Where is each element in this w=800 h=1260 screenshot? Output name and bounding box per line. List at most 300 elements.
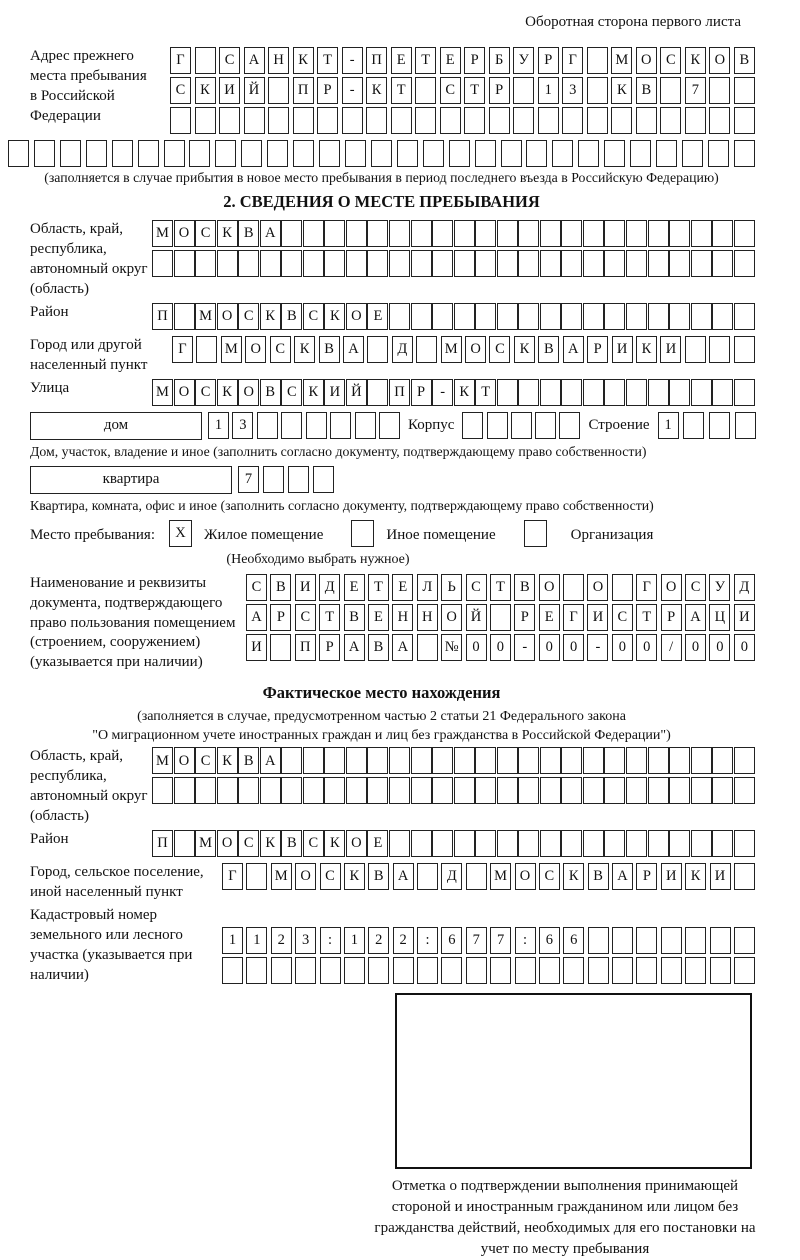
form-cell[interactable]	[648, 303, 669, 330]
form-cell[interactable]	[513, 77, 534, 104]
form-cell[interactable]: Т	[636, 604, 657, 631]
form-cell[interactable]: К	[294, 336, 315, 363]
form-cell[interactable]: -	[432, 379, 453, 406]
form-cell[interactable]	[583, 303, 604, 330]
form-cell[interactable]: А	[343, 336, 364, 363]
form-cell[interactable]	[464, 107, 485, 134]
form-cell[interactable]	[712, 303, 733, 330]
form-cell[interactable]	[367, 379, 388, 406]
form-cell[interactable]: С	[195, 747, 216, 774]
form-cell[interactable]	[513, 107, 534, 134]
house-field-label-box[interactable]: дом	[30, 412, 202, 440]
form-cell[interactable]: С	[320, 863, 341, 890]
form-cell[interactable]	[583, 830, 604, 857]
form-cell[interactable]	[268, 107, 289, 134]
form-cell[interactable]	[260, 250, 281, 277]
form-cell[interactable]	[685, 107, 706, 134]
form-cell[interactable]	[215, 140, 236, 167]
form-cell[interactable]: С	[195, 379, 216, 406]
form-cell[interactable]	[391, 107, 412, 134]
form-cell[interactable]: О	[245, 336, 266, 363]
form-cell[interactable]	[345, 140, 366, 167]
form-cell[interactable]: 2	[368, 927, 389, 954]
form-cell[interactable]	[411, 220, 432, 247]
form-cell[interactable]	[648, 220, 669, 247]
form-cell[interactable]: 0	[734, 634, 755, 661]
form-cell[interactable]	[303, 777, 324, 804]
form-cell[interactable]	[324, 220, 345, 247]
form-cell[interactable]	[563, 957, 584, 984]
form-cell[interactable]	[636, 927, 657, 954]
form-cell[interactable]	[295, 957, 316, 984]
form-cell[interactable]: Р	[514, 604, 535, 631]
form-cell[interactable]: К	[454, 379, 475, 406]
form-cell[interactable]: В	[281, 830, 302, 857]
form-cell[interactable]: Р	[587, 336, 608, 363]
form-cell[interactable]	[626, 220, 647, 247]
form-cell[interactable]	[561, 830, 582, 857]
form-cell[interactable]: К	[685, 863, 706, 890]
form-cell[interactable]: К	[303, 379, 324, 406]
form-cell[interactable]: И	[661, 863, 682, 890]
form-cell[interactable]	[342, 107, 363, 134]
form-cell[interactable]	[319, 140, 340, 167]
form-cell[interactable]: Г	[222, 863, 243, 890]
form-cell[interactable]: К	[324, 830, 345, 857]
form-cell[interactable]: Д	[392, 336, 413, 363]
form-cell[interactable]	[604, 220, 625, 247]
organization-checkbox[interactable]	[524, 520, 547, 547]
form-cell[interactable]	[432, 303, 453, 330]
form-cell[interactable]: О	[661, 574, 682, 601]
form-cell[interactable]	[487, 412, 508, 439]
form-cell[interactable]: И	[612, 336, 633, 363]
form-cell[interactable]	[734, 927, 755, 954]
form-cell[interactable]	[189, 140, 210, 167]
form-cell[interactable]: О	[174, 220, 195, 247]
form-cell[interactable]: Р	[317, 77, 338, 104]
form-cell[interactable]: 2	[393, 927, 414, 954]
form-cell[interactable]: М	[195, 303, 216, 330]
form-cell[interactable]	[174, 303, 195, 330]
form-cell[interactable]: Т	[317, 47, 338, 74]
form-cell[interactable]: №	[441, 634, 462, 661]
form-cell[interactable]	[518, 747, 539, 774]
form-cell[interactable]	[379, 412, 400, 439]
form-cell[interactable]	[734, 863, 755, 890]
form-cell[interactable]: В	[344, 604, 365, 631]
form-cell[interactable]: Е	[391, 47, 412, 74]
form-cell[interactable]	[511, 412, 532, 439]
form-cell[interactable]	[432, 220, 453, 247]
form-cell[interactable]: Г	[170, 47, 191, 74]
form-cell[interactable]	[691, 379, 712, 406]
form-cell[interactable]	[270, 634, 291, 661]
form-cell[interactable]: :	[515, 927, 536, 954]
form-cell[interactable]: В	[734, 47, 755, 74]
form-cell[interactable]	[466, 863, 487, 890]
form-cell[interactable]	[660, 107, 681, 134]
form-cell[interactable]	[734, 303, 755, 330]
form-cell[interactable]: 6	[441, 927, 462, 954]
form-cell[interactable]: Р	[270, 604, 291, 631]
form-cell[interactable]	[174, 777, 195, 804]
form-cell[interactable]	[281, 250, 302, 277]
form-cell[interactable]	[196, 336, 217, 363]
form-cell[interactable]: 1	[246, 927, 267, 954]
form-cell[interactable]	[669, 220, 690, 247]
form-cell[interactable]	[344, 957, 365, 984]
form-cell[interactable]	[389, 303, 410, 330]
form-cell[interactable]	[417, 863, 438, 890]
form-cell[interactable]: -	[342, 47, 363, 74]
form-cell[interactable]	[561, 220, 582, 247]
form-cell[interactable]	[217, 777, 238, 804]
form-cell[interactable]: Р	[489, 77, 510, 104]
form-cell[interactable]	[263, 466, 284, 493]
form-cell[interactable]	[661, 957, 682, 984]
form-cell[interactable]: 1	[538, 77, 559, 104]
form-cell[interactable]: К	[195, 77, 216, 104]
form-cell[interactable]	[174, 250, 195, 277]
form-cell[interactable]	[691, 303, 712, 330]
form-cell[interactable]: М	[152, 747, 173, 774]
form-cell[interactable]: К	[324, 303, 345, 330]
form-cell[interactable]: И	[710, 863, 731, 890]
form-cell[interactable]	[587, 77, 608, 104]
form-cell[interactable]	[540, 777, 561, 804]
form-cell[interactable]	[393, 957, 414, 984]
form-cell[interactable]	[604, 379, 625, 406]
form-cell[interactable]	[411, 747, 432, 774]
form-cell[interactable]: О	[295, 863, 316, 890]
form-cell[interactable]	[267, 140, 288, 167]
form-cell[interactable]: В	[636, 77, 657, 104]
form-cell[interactable]: П	[389, 379, 410, 406]
form-cell[interactable]: 1	[222, 927, 243, 954]
form-cell[interactable]	[441, 957, 462, 984]
form-cell[interactable]	[648, 830, 669, 857]
form-cell[interactable]	[475, 250, 496, 277]
form-cell[interactable]	[346, 220, 367, 247]
form-cell[interactable]: :	[417, 927, 438, 954]
form-cell[interactable]: А	[393, 863, 414, 890]
form-cell[interactable]	[583, 220, 604, 247]
form-cell[interactable]	[524, 520, 547, 547]
form-cell[interactable]: В	[368, 863, 389, 890]
form-cell[interactable]	[518, 777, 539, 804]
form-cell[interactable]: А	[246, 604, 267, 631]
form-cell[interactable]	[710, 957, 731, 984]
form-cell[interactable]: У	[709, 574, 730, 601]
form-cell[interactable]: Р	[538, 47, 559, 74]
form-cell[interactable]	[540, 747, 561, 774]
form-cell[interactable]	[604, 747, 625, 774]
form-cell[interactable]: 1	[658, 412, 679, 439]
form-cell[interactable]	[475, 830, 496, 857]
form-cell[interactable]: С	[303, 303, 324, 330]
form-cell[interactable]	[489, 107, 510, 134]
form-cell[interactable]	[626, 830, 647, 857]
form-cell[interactable]	[138, 140, 159, 167]
form-cell[interactable]: 6	[563, 927, 584, 954]
form-cell[interactable]	[219, 107, 240, 134]
form-cell[interactable]	[682, 140, 703, 167]
form-cell[interactable]	[244, 107, 265, 134]
form-cell[interactable]: С	[238, 303, 259, 330]
form-cell[interactable]	[411, 830, 432, 857]
form-cell[interactable]	[417, 634, 438, 661]
form-cell[interactable]: В	[260, 379, 281, 406]
form-cell[interactable]	[268, 77, 289, 104]
form-cell[interactable]: М	[441, 336, 462, 363]
form-cell[interactable]	[317, 107, 338, 134]
form-cell[interactable]: Р	[661, 604, 682, 631]
form-cell[interactable]	[411, 303, 432, 330]
form-cell[interactable]: А	[244, 47, 265, 74]
form-cell[interactable]: П	[295, 634, 316, 661]
form-cell[interactable]: 0	[709, 634, 730, 661]
form-cell[interactable]: И	[295, 574, 316, 601]
form-cell[interactable]	[612, 574, 633, 601]
form-cell[interactable]: А	[260, 220, 281, 247]
form-cell[interactable]	[475, 777, 496, 804]
form-cell[interactable]	[389, 250, 410, 277]
form-cell[interactable]	[561, 747, 582, 774]
form-cell[interactable]	[515, 957, 536, 984]
form-cell[interactable]	[669, 250, 690, 277]
form-cell[interactable]: :	[320, 927, 341, 954]
form-cell[interactable]	[734, 250, 755, 277]
form-cell[interactable]: К	[260, 830, 281, 857]
form-cell[interactable]	[367, 747, 388, 774]
form-cell[interactable]: О	[465, 336, 486, 363]
form-cell[interactable]	[432, 747, 453, 774]
form-cell[interactable]: Т	[415, 47, 436, 74]
form-cell[interactable]: Г	[636, 574, 657, 601]
form-cell[interactable]	[691, 250, 712, 277]
form-cell[interactable]: О	[217, 303, 238, 330]
form-cell[interactable]: К	[217, 379, 238, 406]
form-cell[interactable]: М	[271, 863, 292, 890]
form-cell[interactable]	[604, 250, 625, 277]
form-cell[interactable]	[346, 777, 367, 804]
form-cell[interactable]	[540, 220, 561, 247]
form-cell[interactable]: М	[152, 379, 173, 406]
form-cell[interactable]	[411, 250, 432, 277]
form-cell[interactable]	[734, 336, 755, 363]
form-cell[interactable]	[562, 107, 583, 134]
form-cell[interactable]: С	[246, 574, 267, 601]
form-cell[interactable]	[195, 47, 216, 74]
form-cell[interactable]: Е	[392, 574, 413, 601]
form-cell[interactable]: С	[238, 830, 259, 857]
form-cell[interactable]: М	[152, 220, 173, 247]
form-cell[interactable]	[669, 777, 690, 804]
form-cell[interactable]	[367, 777, 388, 804]
form-cell[interactable]	[604, 303, 625, 330]
form-cell[interactable]: Д	[441, 863, 462, 890]
form-cell[interactable]	[475, 220, 496, 247]
form-cell[interactable]	[367, 220, 388, 247]
form-cell[interactable]	[432, 250, 453, 277]
form-cell[interactable]	[432, 777, 453, 804]
form-cell[interactable]	[734, 777, 755, 804]
form-cell[interactable]	[709, 412, 730, 439]
form-cell[interactable]	[604, 777, 625, 804]
form-cell[interactable]	[630, 140, 651, 167]
form-cell[interactable]: К	[260, 303, 281, 330]
form-cell[interactable]	[86, 140, 107, 167]
form-cell[interactable]: Н	[268, 47, 289, 74]
form-cell[interactable]: К	[217, 220, 238, 247]
form-cell[interactable]	[330, 412, 351, 439]
form-cell[interactable]: /	[661, 634, 682, 661]
form-cell[interactable]: 7	[238, 466, 259, 493]
form-cell[interactable]	[669, 303, 690, 330]
form-cell[interactable]	[475, 747, 496, 774]
form-cell[interactable]	[712, 747, 733, 774]
form-cell[interactable]	[8, 140, 29, 167]
form-cell[interactable]	[661, 927, 682, 954]
form-cell[interactable]	[415, 77, 436, 104]
form-cell[interactable]	[685, 957, 706, 984]
form-cell[interactable]	[454, 777, 475, 804]
form-cell[interactable]	[669, 747, 690, 774]
form-cell[interactable]	[734, 379, 755, 406]
form-cell[interactable]	[389, 747, 410, 774]
form-cell[interactable]: -	[587, 634, 608, 661]
form-cell[interactable]	[371, 140, 392, 167]
form-cell[interactable]	[217, 250, 238, 277]
form-cell[interactable]	[351, 520, 374, 547]
form-cell[interactable]	[281, 220, 302, 247]
form-cell[interactable]: 0	[466, 634, 487, 661]
form-cell[interactable]: И	[246, 634, 267, 661]
form-cell[interactable]: В	[238, 220, 259, 247]
form-cell[interactable]	[293, 107, 314, 134]
form-cell[interactable]	[411, 777, 432, 804]
form-cell[interactable]: Б	[489, 47, 510, 74]
form-cell[interactable]	[669, 830, 690, 857]
form-cell[interactable]	[734, 830, 755, 857]
form-cell[interactable]	[152, 777, 173, 804]
form-cell[interactable]	[612, 957, 633, 984]
form-cell[interactable]	[612, 927, 633, 954]
form-cell[interactable]: Й	[346, 379, 367, 406]
form-cell[interactable]: Р	[319, 634, 340, 661]
form-cell[interactable]: Р	[411, 379, 432, 406]
form-cell[interactable]	[454, 220, 475, 247]
form-cell[interactable]	[246, 957, 267, 984]
form-cell[interactable]: С	[270, 336, 291, 363]
form-cell[interactable]	[281, 747, 302, 774]
form-cell[interactable]: Н	[417, 604, 438, 631]
form-cell[interactable]: К	[636, 336, 657, 363]
form-cell[interactable]: И	[660, 336, 681, 363]
form-cell[interactable]: П	[152, 830, 173, 857]
form-cell[interactable]: И	[587, 604, 608, 631]
form-cell[interactable]: П	[293, 77, 314, 104]
form-cell[interactable]	[709, 77, 730, 104]
form-cell[interactable]: И	[734, 604, 755, 631]
form-cell[interactable]: С	[660, 47, 681, 74]
form-cell[interactable]: С	[466, 574, 487, 601]
form-cell[interactable]	[734, 77, 755, 104]
form-cell[interactable]	[691, 220, 712, 247]
form-cell[interactable]	[587, 47, 608, 74]
form-cell[interactable]: У	[513, 47, 534, 74]
form-cell[interactable]	[685, 336, 706, 363]
form-cell[interactable]	[583, 379, 604, 406]
form-cell[interactable]	[561, 250, 582, 277]
form-cell[interactable]: О	[539, 574, 560, 601]
form-cell[interactable]: К	[217, 747, 238, 774]
form-cell[interactable]	[288, 466, 309, 493]
form-cell[interactable]	[583, 250, 604, 277]
form-cell[interactable]: К	[685, 47, 706, 74]
form-cell[interactable]	[497, 747, 518, 774]
form-cell[interactable]: А	[260, 747, 281, 774]
form-cell[interactable]: Е	[367, 830, 388, 857]
form-cell[interactable]: С	[440, 77, 461, 104]
form-cell[interactable]: О	[174, 747, 195, 774]
form-cell[interactable]	[518, 303, 539, 330]
form-cell[interactable]: 2	[271, 927, 292, 954]
form-cell[interactable]: О	[346, 830, 367, 857]
form-cell[interactable]: 0	[612, 634, 633, 661]
form-cell[interactable]	[604, 140, 625, 167]
form-cell[interactable]: С	[281, 379, 302, 406]
form-cell[interactable]: А	[612, 863, 633, 890]
form-cell[interactable]	[303, 220, 324, 247]
form-cell[interactable]: Й	[466, 604, 487, 631]
form-cell[interactable]: Т	[319, 604, 340, 631]
form-cell[interactable]	[712, 379, 733, 406]
form-cell[interactable]: П	[366, 47, 387, 74]
form-cell[interactable]	[320, 957, 341, 984]
form-cell[interactable]: 0	[539, 634, 560, 661]
form-cell[interactable]: И	[324, 379, 345, 406]
form-cell[interactable]	[490, 957, 511, 984]
form-cell[interactable]: В	[538, 336, 559, 363]
form-cell[interactable]	[712, 220, 733, 247]
form-cell[interactable]	[540, 303, 561, 330]
form-cell[interactable]: -	[514, 634, 535, 661]
form-cell[interactable]: Р	[464, 47, 485, 74]
form-cell[interactable]: 0	[563, 634, 584, 661]
form-cell[interactable]	[626, 250, 647, 277]
form-cell[interactable]	[366, 107, 387, 134]
form-cell[interactable]	[518, 830, 539, 857]
form-cell[interactable]	[440, 107, 461, 134]
form-cell[interactable]	[691, 777, 712, 804]
form-cell[interactable]: 7	[685, 77, 706, 104]
form-cell[interactable]	[559, 412, 580, 439]
form-cell[interactable]	[518, 250, 539, 277]
form-cell[interactable]: П	[152, 303, 173, 330]
form-cell[interactable]: Е	[440, 47, 461, 74]
form-cell[interactable]	[552, 140, 573, 167]
form-cell[interactable]	[293, 140, 314, 167]
form-cell[interactable]	[367, 250, 388, 277]
form-cell[interactable]	[222, 957, 243, 984]
form-cell[interactable]	[346, 747, 367, 774]
form-cell[interactable]: О	[515, 863, 536, 890]
form-cell[interactable]: М	[490, 863, 511, 890]
form-cell[interactable]: 0	[685, 634, 706, 661]
form-cell[interactable]	[416, 336, 437, 363]
